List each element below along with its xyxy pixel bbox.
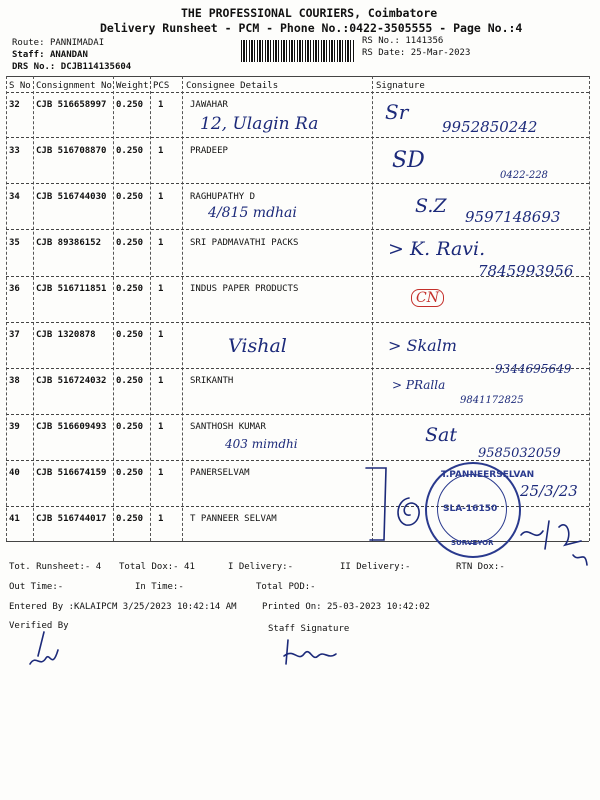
staff-label: Staff: — [12, 50, 45, 60]
staff-signature-label: Staff Signature — [268, 624, 350, 634]
row-35-weight: 0.250 — [116, 238, 144, 248]
row-32-phone: 9952850242 — [442, 118, 538, 136]
row-32-consignment: CJB 516658997 — [36, 100, 107, 110]
row-35-consignment: CJB 89386152 — [36, 238, 102, 248]
row-34-sno: 34 — [9, 192, 20, 202]
col-border-right — [589, 76, 590, 541]
col-header-weight: Weight — [116, 81, 149, 91]
row-rule-33 — [6, 183, 589, 184]
row-32-sno: 32 — [9, 100, 20, 110]
row-38-consignment: CJB 516724032 — [36, 376, 107, 386]
row-32-signature: Sr — [385, 100, 409, 124]
verified-by-label: Verified By — [9, 621, 69, 631]
col-border-3 — [150, 76, 151, 541]
col-border-2 — [113, 76, 114, 541]
row-36-consignee: INDUS PAPER PRODUCTS — [190, 284, 299, 294]
drs-label: DRS No.: — [12, 62, 56, 72]
row-40-consignee: PANERSELVAM — [190, 468, 250, 478]
row-32-pcs: 1 — [158, 100, 164, 110]
row-36-signature: CN — [411, 289, 444, 307]
row-38-consignee: SRIKANTH — [190, 376, 234, 386]
route-value: PANNIMADAI — [49, 38, 105, 48]
row-39-signature: Sat — [425, 424, 457, 446]
rs-no-label: RS No.: — [362, 36, 400, 46]
row-39-phone: 9585032059 — [478, 446, 561, 461]
col-border-left — [6, 76, 7, 541]
col-border-4 — [182, 76, 183, 541]
surveyor-stamp — [425, 462, 535, 558]
row-34-pcs: 1 — [158, 192, 164, 202]
handwritten-date-scribble — [515, 505, 593, 575]
row-rule-34 — [6, 229, 589, 230]
row-34-weight: 0.250 — [116, 192, 144, 202]
row-36-weight: 0.250 — [116, 284, 144, 294]
row-rule-38 — [6, 414, 589, 415]
row-34-consignee: RAGHUPATHY D — [190, 192, 256, 202]
row-39-pcs: 1 — [158, 422, 164, 432]
tot-runsheet: Tot. Runsheet:- 4 — [9, 562, 102, 572]
staff-line — [12, 50, 88, 61]
route-label: Route: — [12, 38, 45, 48]
rs-no-line — [362, 36, 443, 47]
route-line — [12, 38, 104, 49]
drs-value: DCJB114135604 — [60, 62, 132, 72]
row-36-sno: 36 — [9, 284, 20, 294]
row-41-pcs: 1 — [158, 514, 164, 524]
row-37-weight: 0.250 — [116, 330, 144, 340]
row-rule-32 — [6, 137, 589, 138]
row-32-note: 12, Ulagin Ra — [200, 114, 319, 134]
total-pod: Total POD:- — [256, 582, 316, 592]
row-39-consignment: CJB 516609493 — [36, 422, 107, 432]
row-33-weight: 0.250 — [116, 146, 144, 156]
col-header-pcs: PCS — [153, 81, 170, 91]
stamp-bottom-text: SURVEYOR — [451, 539, 494, 547]
row-32-weight: 0.250 — [116, 100, 144, 110]
row-35-pcs: 1 — [158, 238, 164, 248]
row-40-sno: 40 — [9, 468, 20, 478]
rs-date-value: 25-Mar-2023 — [410, 48, 471, 58]
row-37-phone: 9344695649 — [495, 362, 572, 376]
row-35-sno: 35 — [9, 238, 20, 248]
row-33-sno: 33 — [9, 146, 20, 156]
row-33-consignment: CJB 516708870 — [36, 146, 107, 156]
row-39-note: 403 mimdhi — [225, 437, 298, 451]
row-39-consignee: SANTHOSH KUMAR — [190, 422, 266, 432]
verifier-signature — [24, 628, 64, 676]
rs-no-value: 1141356 — [405, 36, 444, 46]
row-33-signature: SD — [392, 148, 425, 173]
stamp-top-text: T.PANNEERSELVAN — [441, 470, 535, 480]
row-41-sno: 41 — [9, 514, 20, 524]
row-40-weight: 0.250 — [116, 468, 144, 478]
row-35-consignee: SRI PADMAVATHI PACKS — [190, 238, 299, 248]
row-37-pcs: 1 — [158, 330, 164, 340]
row-34-phone: 9597148693 — [465, 208, 561, 226]
row-37-sno: 37 — [9, 330, 20, 340]
col-border-1 — [33, 76, 34, 541]
i-delivery: I Delivery:- — [228, 562, 294, 572]
row-36-pcs: 1 — [158, 284, 164, 294]
row-34-signature: S.Z — [415, 195, 447, 217]
row-38-phone: 9841172825 — [460, 395, 524, 406]
entered-by: Entered By :KALAIPCM 3/25/2023 10:42:14 AM — [9, 602, 237, 612]
row-33-pcs: 1 — [158, 146, 164, 156]
barcode — [241, 40, 355, 62]
col-header-consignment: Consignment No — [36, 81, 112, 91]
in-time: In Time:- — [135, 582, 184, 592]
row-38-signature: > PRalla — [392, 378, 446, 392]
row-38-weight: 0.250 — [116, 376, 144, 386]
col-header-consignee: Consignee Details — [186, 81, 279, 91]
row-33-phone: 0422-228 — [500, 170, 548, 181]
row-40-pcs: 1 — [158, 468, 164, 478]
col-header-signature: Signature — [376, 81, 425, 91]
rs-date-line — [362, 48, 470, 59]
printed-on: Printed On: 25-03-2023 10:42:02 — [262, 602, 430, 612]
row-35-phone: 7845993956 — [478, 262, 574, 280]
col-header-sno: S No — [9, 81, 31, 91]
row-37-note: Vishal — [228, 335, 287, 357]
row-38-sno: 38 — [9, 376, 20, 386]
row-41-weight: 0.250 — [116, 514, 144, 524]
row-41-consignment: CJB 516744017 — [36, 514, 107, 524]
row-37-consignment: CJB 1320878 — [36, 330, 96, 340]
row-34-note: 4/815 mdhai — [208, 205, 297, 221]
row-32-consignee: JAWAHAR — [190, 100, 228, 110]
row-35-signature: > K. Ravi. — [388, 238, 486, 260]
row-39-sno: 39 — [9, 422, 20, 432]
row-41-consignee: T PANNEER SELVAM — [190, 514, 277, 524]
row-rule-36 — [6, 322, 589, 323]
table-top-rule — [6, 76, 589, 77]
row-37-signature: > Skalm — [388, 336, 457, 355]
staff-value: ANANDAN — [49, 50, 88, 60]
row-33-consignee: PRADEEP — [190, 146, 228, 156]
stamp-signature-mark — [392, 495, 426, 529]
out-time: Out Time:- — [9, 582, 64, 592]
row-34-consignment: CJB 516744030 — [36, 192, 107, 202]
ii-delivery: II Delivery:- — [340, 562, 411, 572]
staff-signature-mark — [280, 636, 342, 670]
row-36-consignment: CJB 516711851 — [36, 284, 107, 294]
handwritten-date: 25/3/23 — [520, 482, 578, 500]
runsheet-subtitle: Delivery Runsheet - PCM - Phone No.:0422-3505555 - Page No.:4 — [100, 21, 523, 35]
drs-line — [12, 62, 131, 73]
stamp-center-text: SLA-16150 — [443, 504, 498, 514]
rs-date-label: RS Date: — [362, 48, 406, 58]
row-38-pcs: 1 — [158, 376, 164, 386]
bracket-mark — [364, 464, 392, 544]
row-40-consignment: CJB 516674159 — [36, 468, 107, 478]
rtn-dox: RTN Dox:- — [456, 562, 505, 572]
company-title: THE PROFESSIONAL COURIERS, Coimbatore — [181, 6, 438, 20]
header-rule — [6, 92, 589, 93]
total-dox: Total Dox:- 41 — [119, 562, 195, 572]
row-39-weight: 0.250 — [116, 422, 144, 432]
